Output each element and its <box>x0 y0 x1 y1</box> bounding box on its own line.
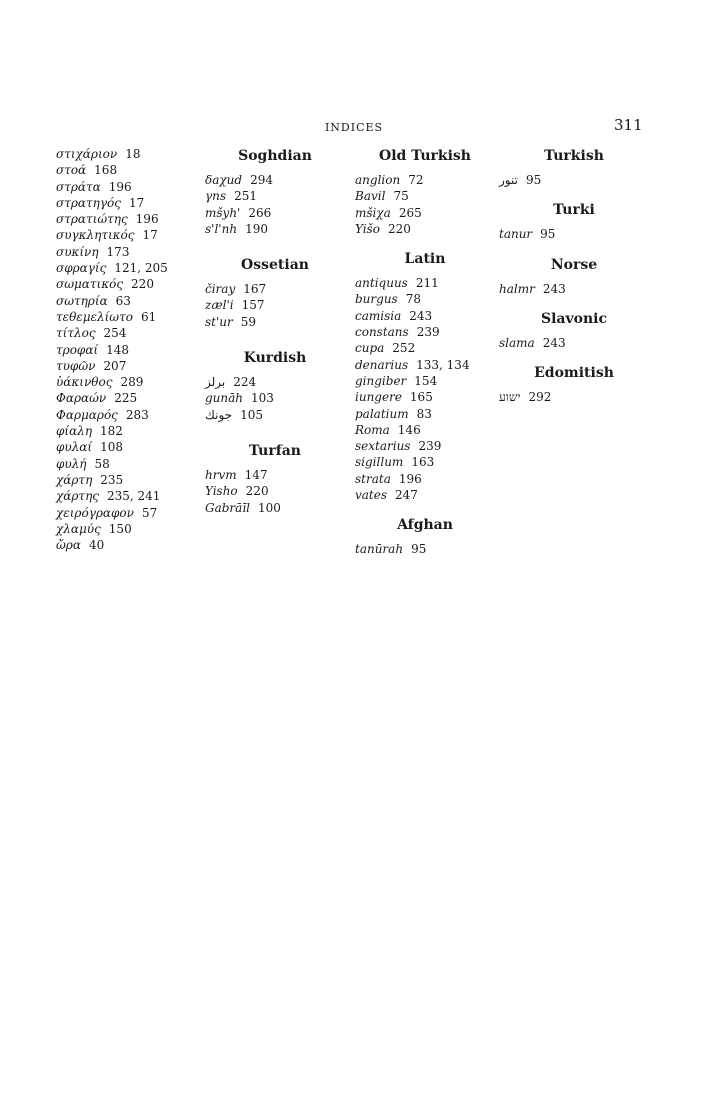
index-entry <box>205 407 345 423</box>
index-term: mšiχa <box>355 205 391 220</box>
index-page-ref: 157 <box>241 298 265 313</box>
index-entry <box>205 281 345 297</box>
section-heading: Kurdish <box>243 350 307 367</box>
index-entry <box>355 422 495 438</box>
index-page-ref: 294 <box>250 173 273 187</box>
section-heading: Norse <box>550 256 598 273</box>
index-entry <box>355 275 495 291</box>
index-term: palatium <box>355 406 409 421</box>
index-entry <box>355 324 495 340</box>
index-page-ref: 243 <box>542 335 566 350</box>
index-page-ref: 100 <box>258 500 281 515</box>
index-page-ref: 103 <box>251 391 274 406</box>
index-entry <box>56 179 196 195</box>
index-entry <box>205 172 345 188</box>
index-entry <box>499 226 649 242</box>
index-term: mšyh' <box>205 205 241 220</box>
index-page-ref: 95 <box>525 173 542 187</box>
index-page-ref: 105 <box>240 407 263 422</box>
index-entry <box>355 471 495 487</box>
index-page-ref: 220 <box>131 277 154 292</box>
index-entry <box>355 541 495 557</box>
index-term: tanur <box>499 227 533 242</box>
index-page-ref: 147 <box>244 467 268 482</box>
index-term: στοά <box>56 163 87 178</box>
index-term: antiquus <box>355 276 408 291</box>
index-entry <box>355 454 495 470</box>
section-heading: Turkish <box>544 148 604 164</box>
index-page-ref: 224 <box>233 375 257 390</box>
index-page-ref: 196 <box>108 179 132 194</box>
index-page-ref: 95 <box>540 227 556 242</box>
index-page-ref: 17 <box>142 228 158 243</box>
index-entry <box>205 483 345 499</box>
index-page-ref: 207 <box>103 358 127 373</box>
index-entry <box>499 335 649 351</box>
afghan-section <box>355 515 495 557</box>
index-page-ref: 133, 134 <box>416 357 470 372</box>
index-page-ref: 78 <box>405 292 421 307</box>
index-term: τυφῶν <box>56 358 96 373</box>
index-page-ref: 254 <box>103 326 127 341</box>
index-term: Gabrāīl <box>205 500 250 515</box>
soghdian-section <box>205 146 345 237</box>
index-term: Φαραών <box>56 391 107 406</box>
index-term: φυλαί <box>56 440 93 455</box>
kurdish-section <box>205 348 345 423</box>
index-page-ref: 252 <box>392 341 416 356</box>
index-term: denarius <box>355 357 409 372</box>
index-page-ref: 150 <box>108 521 132 536</box>
index-term: χειρόγραφον <box>56 505 134 520</box>
index-entry <box>56 537 196 553</box>
index-term: camisia <box>355 308 402 323</box>
index-term: τεθεμελίωτο <box>56 309 133 324</box>
index-term: Yišo <box>355 221 380 236</box>
index-page-ref: 154 <box>414 373 438 388</box>
index-term: st'ur <box>205 314 233 329</box>
index-term: anglion <box>355 173 401 187</box>
index-term: Yisho <box>205 484 238 499</box>
index-entry <box>355 389 495 405</box>
section-heading: Turfan <box>249 442 301 459</box>
index-term: ὑάκινθος <box>56 375 113 390</box>
index-entry <box>56 146 196 162</box>
index-page-ref: 61 <box>140 309 157 324</box>
index-term: برلز <box>205 375 226 390</box>
section-heading: Afghan <box>397 517 453 534</box>
index-term: στράτα <box>56 179 101 194</box>
index-term: χάρτης <box>56 489 99 504</box>
index-term: Φαρμαρός <box>56 407 118 422</box>
index-entry <box>56 293 196 309</box>
index-term: ישוע <box>499 390 521 405</box>
index-page-ref: 196 <box>398 471 422 486</box>
index-entry <box>205 314 345 330</box>
index-entry <box>499 172 649 188</box>
index-page-ref: 58 <box>94 456 110 471</box>
turki-section <box>499 200 649 242</box>
index-term: σφραγίς <box>56 261 107 276</box>
index-entry <box>56 472 196 488</box>
greek-index-column <box>56 146 196 553</box>
index-term: φυλή <box>56 456 87 471</box>
section-heading: Edomitish <box>534 365 614 382</box>
old-turkish-section <box>355 146 495 237</box>
index-term: σωματικός <box>56 277 124 292</box>
index-page-ref: 40 <box>88 538 105 553</box>
ossetian-section <box>205 255 345 330</box>
index-page-ref: 63 <box>115 293 131 308</box>
index-entry <box>56 358 196 374</box>
turfan-section <box>205 441 345 516</box>
index-page-ref: 17 <box>128 195 145 210</box>
index-page-ref: 121, 205 <box>114 261 168 276</box>
index-term: χάρτη <box>56 472 93 487</box>
index-entry <box>56 227 196 243</box>
index-term: halmr <box>499 281 535 296</box>
index-entry <box>56 244 196 260</box>
index-entry <box>205 500 345 516</box>
index-page-ref: 167 <box>243 282 267 297</box>
index-term: φίαλη <box>56 424 93 439</box>
index-page-ref: 243 <box>542 281 566 296</box>
index-term: strata <box>355 471 391 486</box>
index-term: vates <box>355 488 388 503</box>
index-page-ref: 283 <box>125 407 149 422</box>
index-entry <box>355 357 495 373</box>
index-entry <box>355 172 495 188</box>
index-entry <box>499 281 649 297</box>
index-term: burgus <box>355 292 398 307</box>
index-entry <box>205 188 345 204</box>
index-term: slama <box>499 335 535 350</box>
index-page-ref: 196 <box>135 212 159 227</box>
index-term: στιχάριον <box>56 147 118 161</box>
index-term: جونك <box>205 407 233 422</box>
index-page-ref: 265 <box>398 205 422 220</box>
index-entry <box>499 389 649 405</box>
index-term: tanūrah <box>355 542 404 557</box>
index-page-ref: 182 <box>100 424 123 439</box>
section-heading: Slavonic <box>541 310 607 327</box>
index-term: τίτλος <box>56 326 96 341</box>
index-term: συκίνη <box>56 244 99 259</box>
index-page-ref: 148 <box>106 342 130 357</box>
section-heading: Latin <box>404 251 446 268</box>
index-page-ref: 108 <box>100 440 124 455</box>
index-page-ref: 57 <box>141 505 158 520</box>
running-head: INDICES <box>324 121 384 134</box>
index-term: στρατιώτης <box>56 212 128 227</box>
index-page-ref: 247 <box>395 488 418 503</box>
index-term: čiray <box>205 282 236 297</box>
index-entry <box>355 487 495 503</box>
index-entry <box>56 439 196 455</box>
index-page-ref: 235, 241 <box>106 489 161 504</box>
index-term: Bavil <box>355 189 386 204</box>
norse-section <box>499 255 649 297</box>
index-page-ref: 225 <box>114 391 138 406</box>
index-entry <box>205 205 345 221</box>
index-entry <box>56 456 196 472</box>
index-page-ref: 243 <box>409 308 433 323</box>
index-term: σωτηρία <box>56 293 108 308</box>
index-page-ref: 163 <box>411 455 435 470</box>
index-entry <box>56 162 196 178</box>
index-entry <box>56 276 196 292</box>
index-term: sigillum <box>355 455 404 470</box>
index-page-ref: 146 <box>397 422 421 437</box>
index-term: hrvm <box>205 467 237 482</box>
index-page-ref: 95 <box>411 542 427 557</box>
index-page-ref: 239 <box>418 439 442 454</box>
index-term: χλαμύς <box>56 521 101 536</box>
slavonic-section <box>499 309 649 351</box>
index-entry <box>56 390 196 406</box>
column-4 <box>499 146 649 405</box>
index-entry <box>56 260 196 276</box>
edomitish-section <box>499 363 649 405</box>
index-entry <box>56 374 196 390</box>
index-term: تنور <box>499 173 518 187</box>
index-entry <box>56 211 196 227</box>
index-entry <box>355 291 495 307</box>
column-3 <box>355 146 495 558</box>
index-page-ref: 59 <box>240 314 257 329</box>
index-entry <box>355 406 495 422</box>
index-term: gingiber <box>355 373 407 388</box>
index-page-ref: 83 <box>416 406 432 421</box>
index-term: Roma <box>355 422 390 437</box>
index-page-ref: 292 <box>528 390 552 405</box>
index-page-ref: 75 <box>393 189 409 204</box>
index-term: στρατηγός <box>56 195 121 210</box>
index-entry <box>56 488 196 504</box>
index-page-ref: 190 <box>245 221 268 236</box>
index-entry <box>56 407 196 423</box>
index-entry <box>355 340 495 356</box>
index-term: γns <box>205 189 227 204</box>
index-entry <box>205 221 345 237</box>
index-term: s'l'nh <box>205 221 238 236</box>
index-page-ref: 220 <box>245 484 269 499</box>
index-entry <box>205 390 345 406</box>
index-page-ref: 168 <box>94 163 118 178</box>
index-entry <box>56 521 196 537</box>
index-entry <box>56 423 196 439</box>
index-entry <box>355 308 495 324</box>
index-entry <box>355 188 495 204</box>
index-page-ref: 266 <box>248 205 272 220</box>
index-entry <box>205 374 345 390</box>
section-heading: Ossetian <box>241 257 309 274</box>
index-term: sextarius <box>355 439 411 454</box>
section-heading: Turki <box>553 202 595 219</box>
section-heading: Soghdian <box>238 148 312 164</box>
index-page-ref: 251 <box>234 189 257 204</box>
index-page-ref: 289 <box>120 375 144 390</box>
index-term: constans <box>355 325 409 340</box>
index-term: ὤρα <box>56 538 81 553</box>
index-page-ref: 220 <box>387 221 411 236</box>
index-term: cupa <box>355 341 385 356</box>
index-page-ref: 165 <box>409 390 433 405</box>
latin-section <box>355 249 495 503</box>
index-term: τροφαί <box>56 342 99 357</box>
index-term: συγκλητικός <box>56 228 135 243</box>
page-number: 311 <box>614 116 643 134</box>
index-term: zæl'i <box>205 298 234 313</box>
index-entry <box>355 205 495 221</box>
index-entry <box>56 309 196 325</box>
index-entry <box>205 297 345 313</box>
index-entry <box>56 195 196 211</box>
index-page-ref: 72 <box>408 173 424 187</box>
index-term: iungere <box>355 390 402 405</box>
index-entry <box>355 438 495 454</box>
index-page-ref: 235 <box>100 472 124 487</box>
index-entry <box>355 373 495 389</box>
index-entry <box>56 325 196 341</box>
index-page-ref: 173 <box>106 244 130 259</box>
index-page-ref: 211 <box>415 276 439 291</box>
turkish-section <box>499 146 649 188</box>
index-entry <box>355 221 495 237</box>
index-page-ref: 239 <box>416 325 440 340</box>
column-2 <box>205 146 345 516</box>
index-term: gunāh <box>205 391 244 406</box>
index-entry <box>56 505 196 521</box>
index-entry <box>56 342 196 358</box>
index-page-ref: 18 <box>125 147 141 161</box>
section-heading: Old Turkish <box>379 148 471 164</box>
index-term: ẟaχud <box>205 173 243 187</box>
index-entry <box>205 467 345 483</box>
